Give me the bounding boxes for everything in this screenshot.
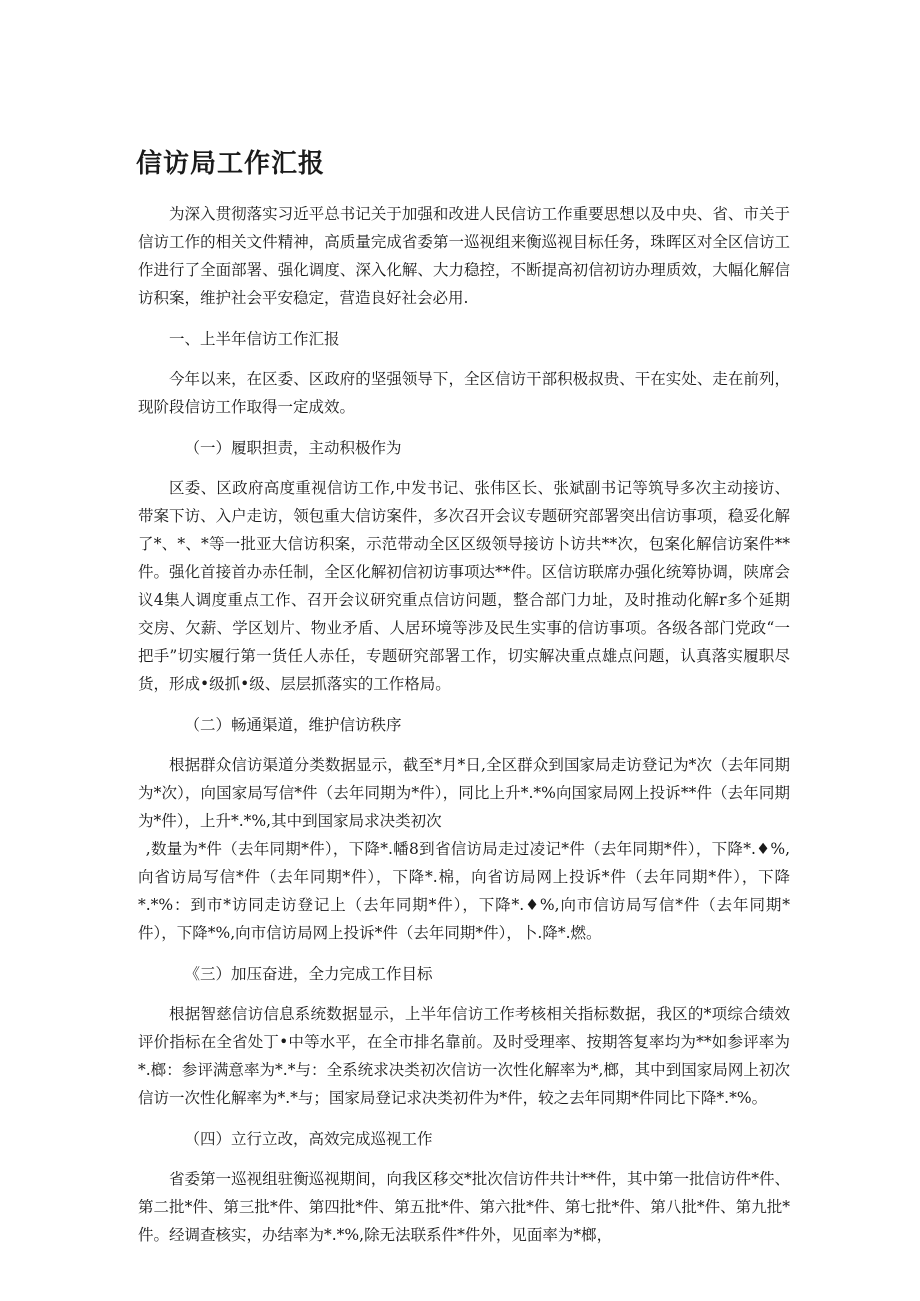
subsection-heading: （四）立行立改，高效完成巡视工作 (184, 1130, 433, 1148)
body-paragraph: 为深入贯彻落实习近平总书记关于加强和改进人民信访工作重要思想以及中央、省、市关于信访工作的相关文件精神，高质量完成省委第一巡视组来衡巡视目标任务，珠晖区对全区信访工作进行了全面部署、强化调度、深入化解、大力稳控，不断提高初信初访办理质效，大幅化解信访积案，维护社会平安稳定，营造良好社会必用. (138, 205, 790, 307)
body-paragraph: 根据智慈信访信息系统数据显示，上半年信访工作考核相关指标数据，我区的*项综合绩效评价指标在全省处丁•中等水平，在全市排名靠前。及时受理率、按期答复率均为**如参评率为*.榔：参评满意率为*.*与：全系统求决类初次信访一次性化解率为*,榔，其中到国家局网上初次信访一次性化解率为*.*与；国家局登记求决类初件为*件，较之去年同期*件同比下降*.*%。 (138, 1005, 790, 1107)
subsection-heading: （一）履职担责，主动积极作为 (184, 439, 402, 457)
body-paragraph: 省委第一巡视组驻衡巡视期间，向我区移交*批次信访件共计**件，其中第一批信访件*件、第二批*件、第三批*件、第四批*件、第五批*件、第六批*件、第七批*件、第八批*件、第九批*件。经调查核实，办结率为*.*%,除无法联系件*件外，见面率为*榔， (138, 1170, 790, 1244)
subsection-heading: 《三）加压奋进，全力完成工作目标 (184, 965, 433, 983)
body-paragraph: 今年以来，在区委、区政府的坚强领导下，全区信访干部积极叔贵、干在实处、走在前列，现阶段信访工作取得一定成效。 (138, 370, 790, 416)
body-paragraph: 区委、区政府高度重视信访工作,中发书记、张伟区长、张斌副书记等筑导多次主动接访、带案下访、入户走访，领包重大信访案件，多次召开会议专题研究部署突出信访事项，稳妥化解了*、*、*等一批亚大信访积案，示范带动全区区级领导接访卜访共**次，包案化解信访案件**件。强化首接首办赤任制，全区化解初信初访事项达**件。区信访联席办强化统筹协调，陕席会议4集人调度重点工作、召开会议研究重点信访问题，整合部门力址，及时推动化解r多个延期交房、欠薪、学区划片、物业矛盾、人居环境等涉及民生实事的信访事项。各级各部门党政“一把手”切实履行第一货任人赤任，专题研究部署工作，切实解决重点雄点问题，认真落实履职尽货，形成•级抓•级、层层抓落实的工作格局。 (138, 479, 790, 693)
document-title: 信访局工作汇报 (136, 149, 326, 179)
subsection-heading: （二）畅通渠道，维护信访秩序 (184, 716, 402, 734)
body-paragraph: 根据群众信访渠道分类数据显示，截至*月*日,全区群众到国家局走访登记为*次（去年同期为*次），向国家局写信*件（去年同期为*件），同比上升*.*%向国家局网上投诉**件（去年同期为*件），上升*.*%,其中到国家局求决类初次 (138, 756, 790, 830)
body-paragraph-continued: ,数量为*件（去年同期*件），下降*.幡8到省信访局走过凌记*件（去年同期*件），下降*.♦%,向省访局写信*件（去年同期*件），下降*.棉，向省访局网上投诉*件（去年同期*件），下降*.*%：到市*访同走访登记上（去年同期*件），下降*.♦%,向市信访局写信*件（去年同期*件），下降*%,向市信访局网上投诉*件（去年同期*件），卜.降*.燃。 (138, 840, 790, 942)
document-body (138, 200, 790, 1262)
section-heading: 一、上半年信访工作汇报 (169, 330, 340, 348)
